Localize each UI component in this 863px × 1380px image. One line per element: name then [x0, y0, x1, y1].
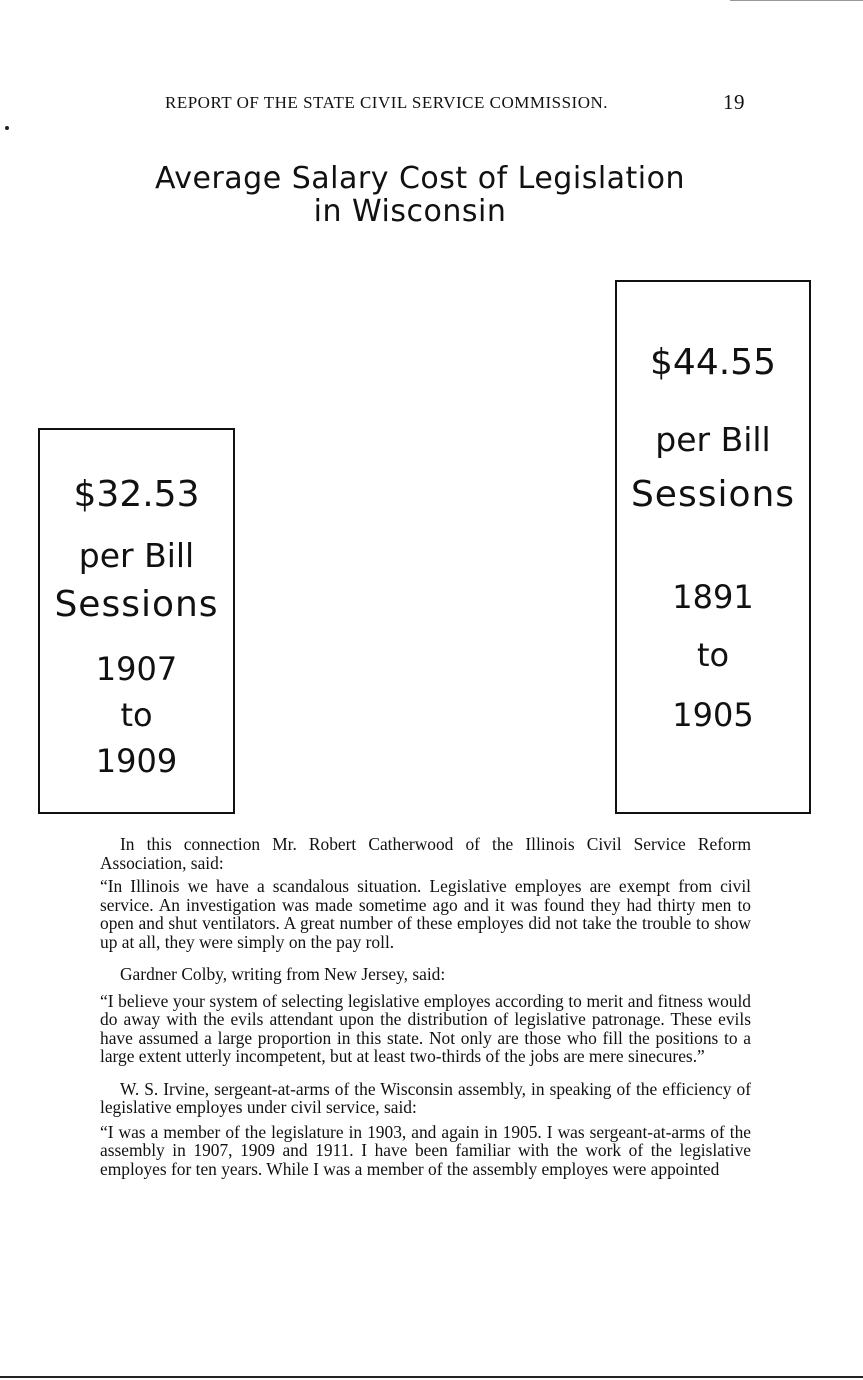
paragraph-catherwood-intro: In this connection Mr. Robert Catherwood of the Illinois Civil Service Reform Association, said:: [100, 834, 751, 873]
quote-irvine: “I was a member of the legislature in 1903, and again in 1905. I was sergeant-at-arms of the assembly in 1907, 1909 and 1911. I have been familiar with the work of the legislative employes for ten years. While I was a member of the assembly employes were appointed: [100, 1121, 751, 1179]
paragraph-colby-intro: Gardner Colby, writing from New Jersey, said:: [120, 964, 446, 984]
body-text: [100, 835, 751, 1178]
scan-edge-line: [730, 0, 863, 1]
bar-amount: $32.53: [73, 474, 200, 515]
running-head: [165, 90, 745, 114]
scan-bottom-edge: [0, 1376, 863, 1378]
bar-connector: to: [120, 696, 153, 734]
page-number: 19: [723, 90, 745, 114]
quote-illinois: “In Illinois we have a scandalous situation. Legislative employes are exempt from civil service. An investigation was made sometime ago and it was found they had thirty men to open and shut ventilators. A great number of these employes did not take the trouble to show up at all, they were simply on the pay roll.: [100, 876, 751, 952]
bar-connector: to: [696, 636, 730, 674]
running-head-title: REPORT OF THE STATE CIVIL SERVICE COMMISSION.: [165, 93, 609, 112]
bar-from-year: 1907: [95, 650, 178, 688]
quote-new-jersey: “I believe your system of selecting legislative employes according to merit and fitness would do away with the evils attendant upon the distribution of legislative patronage. These evils have assumed a large proportion in this state. Not only are those who fill the positions to a large extent utterly incompetent, but at least two-thirds of the jobs are mere sinecures.”: [100, 990, 751, 1066]
chart-title-line-2: in Wisconsin: [313, 194, 507, 229]
bar-unit-label: per Bill: [78, 536, 195, 575]
bar-to-year: 1905: [672, 696, 754, 734]
bar-1907-1909: [38, 428, 235, 814]
chart-title-line-1: Average Salary Cost of Legislation: [154, 161, 686, 196]
bar-series-label: Sessions: [630, 474, 796, 515]
bar-unit-label: per Bill: [655, 420, 771, 459]
scan-speck: [5, 126, 9, 130]
bar-1891-1905: [615, 280, 811, 814]
paragraph-irvine-intro: W. S. Irvine, sergeant-at-arms of the Wisconsin assembly, in speaking of the efficiency of legislative employes under civil service, said:: [100, 1078, 751, 1117]
bar-from-year: 1891: [672, 578, 754, 616]
bar-amount: $44.55: [650, 342, 776, 383]
bar-to-year: 1909: [95, 742, 178, 780]
bar-series-label: Sessions: [54, 584, 219, 625]
